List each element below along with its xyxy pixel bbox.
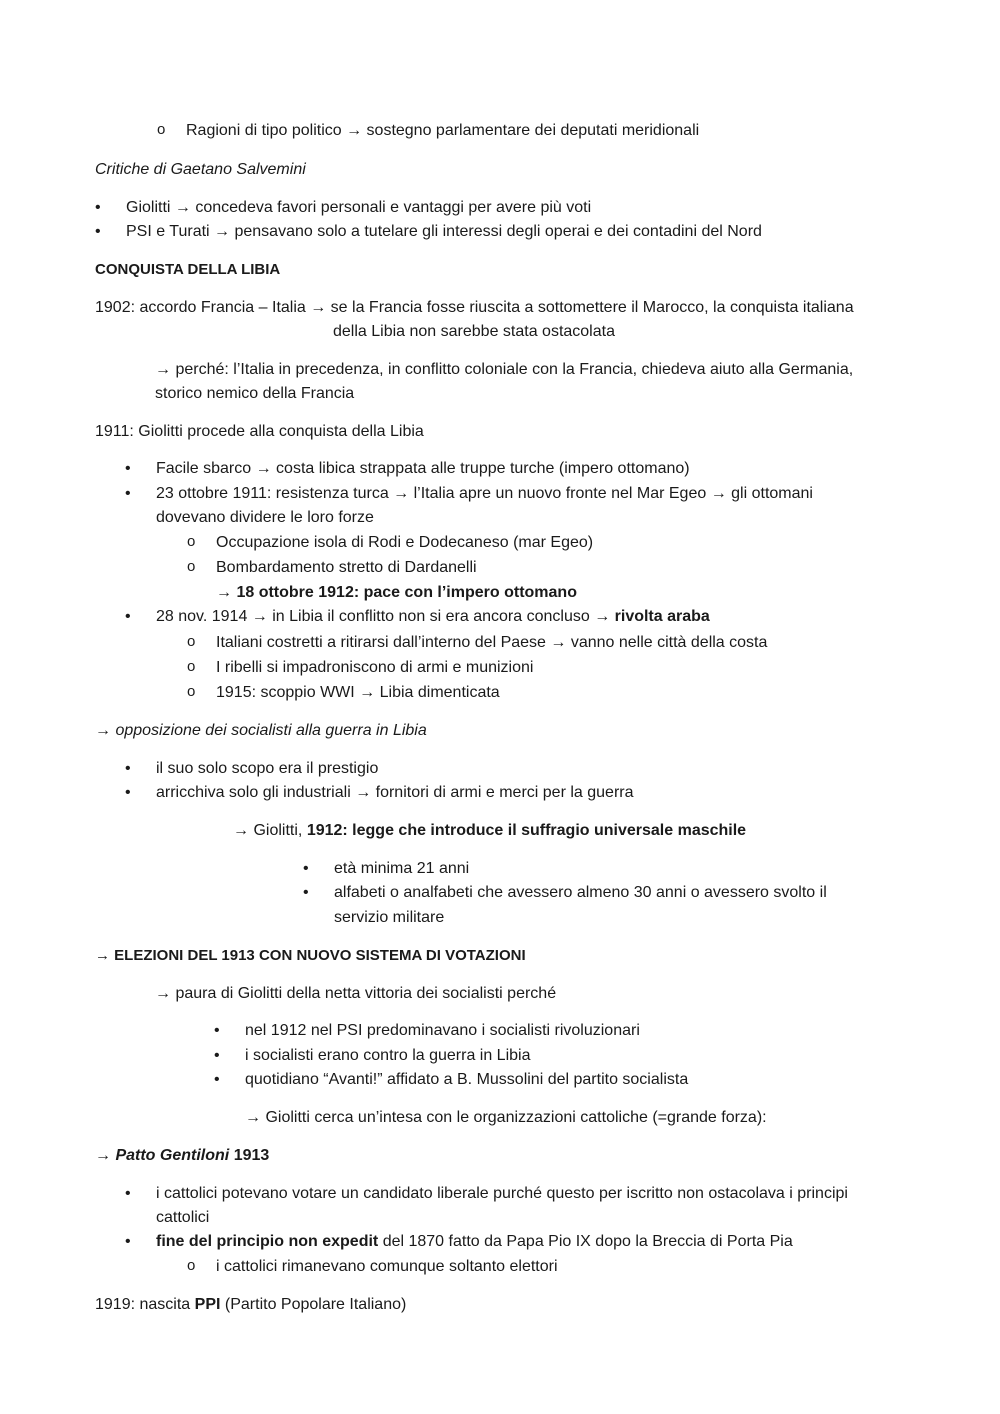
text-line: quotidiano “Avanti!” affidato a B. Mussolini del partito socialista — [245, 1071, 689, 1088]
plain-text: 28 nov. 1914 → in Libia il conflitto non si era ancora concluso → — [156, 608, 611, 625]
sub-bullet: o — [187, 558, 196, 575]
text-line: Giolitti → concedeva favori personali e vantaggi per avere più voti — [126, 199, 592, 216]
text-line: 1902: accordo Francia – Italia → se la Francia fosse riuscita a sottomettere il Marocco, la conquista italiana — [95, 299, 854, 316]
bullet: • — [125, 460, 131, 477]
bold-text: 1913 — [233, 1147, 270, 1164]
bullet: • — [125, 608, 131, 625]
text-line: arricchiva solo gli industriali → fornitori di armi e merci per la guerra — [156, 784, 634, 801]
text-line: → Giolitti cerca un’intesa con le organizzazioni cattoliche (=grande forza): — [245, 1109, 767, 1126]
text-line: dovevano dividere le loro forze — [156, 509, 374, 526]
sub-bullet: o — [187, 683, 196, 700]
plain-text: 1919: nascita — [95, 1296, 191, 1313]
text-line: I ribelli si impadroniscono di armi e munizioni — [216, 659, 534, 676]
text-line: Bombardamento stretto di Dardanelli — [216, 559, 477, 576]
bold-text: rivolta araba — [614, 608, 710, 625]
text-line: della Libia non sarebbe stata ostacolata — [333, 323, 615, 340]
text-line — [156, 1232, 793, 1252]
bullet: • — [125, 1185, 131, 1202]
arrow-glyph: → — [216, 584, 232, 601]
sub-bullet: o — [157, 121, 166, 138]
text-line: → paura di Giolitti della netta vittoria dei socialisti perché — [155, 985, 557, 1002]
bullet: • — [214, 1022, 220, 1039]
text-line: Ragioni di tipo politico → sostegno parlamentare dei deputati meridionali — [186, 122, 700, 139]
text-line: storico nemico della Francia — [155, 385, 355, 402]
bullet: • — [95, 223, 101, 240]
section-heading — [95, 1146, 269, 1166]
plain-text: del 1870 fatto da Papa Pio IX dopo la Breccia di Porta Pia — [382, 1233, 793, 1250]
sub-bullet: o — [187, 633, 196, 650]
bold-text: ELEZIONI DEL 1913 CON NUOVO SISTEMA DI VOTAZIONI — [114, 947, 526, 964]
arrow-glyph: → — [95, 1147, 111, 1164]
bold-text: 1912: legge che introduce il suffragio universale maschile — [306, 822, 747, 839]
bullet: • — [303, 884, 309, 901]
text-line: → perché: l’Italia in precedenza, in conflitto coloniale con la Francia, chiedeva aiuto alla Germania, — [155, 361, 854, 378]
sub-bullet: o — [187, 1257, 196, 1274]
text-line: i socialisti erano contro la guerra in Libia — [245, 1047, 531, 1064]
bullet: • — [125, 1233, 131, 1250]
section-subheading: Critiche di Gaetano Salvemini — [95, 161, 306, 178]
italic-text: opposizione dei socialisti alla guerra in Libia — [115, 722, 427, 739]
arrow-glyph: → — [95, 722, 111, 739]
text-line: Occupazione isola di Rodi e Dodecaneso (mar Egeo) — [216, 534, 594, 551]
text-line: nel 1912 nel PSI predominavano i socialisti rivoluzionari — [245, 1022, 640, 1039]
text-line — [95, 721, 427, 741]
bold-text: 18 ottobre 1912: pace con l’impero ottomano — [236, 584, 577, 601]
bold-text: PPI — [194, 1296, 221, 1313]
text-line — [95, 1295, 406, 1315]
text-line: i cattolici rimanevano comunque soltanto elettori — [216, 1258, 558, 1275]
text-line: PSI e Turati → pensavano solo a tutelare gli interessi degli operai e dei contadini del Nord — [126, 223, 762, 240]
arrow-glyph: → — [95, 947, 110, 964]
text-line: 1915: scoppio WWI → Libia dimenticata — [216, 684, 500, 701]
plain-text: Giolitti, — [253, 822, 303, 839]
sub-bullet: o — [187, 658, 196, 675]
bold-italic-text: Patto Gentiloni — [115, 1147, 230, 1164]
text-line: servizio militare — [334, 909, 445, 926]
arrow-glyph: → — [233, 822, 249, 839]
text-line: i cattolici potevano votare un candidato liberale purché questo per iscritto non ostacolava i principi — [156, 1185, 848, 1202]
bullet: • — [125, 485, 131, 502]
section-heading: CONQUISTA DELLA LIBIA — [95, 261, 281, 278]
bullet: • — [95, 199, 101, 216]
bullet: • — [303, 860, 309, 877]
text-line: il suo solo scopo era il prestigio — [156, 760, 379, 777]
text-line: 23 ottobre 1911: resistenza turca → l’Italia apre un nuovo fronte nel Mar Egeo → gli ottomani — [156, 485, 813, 502]
text-line — [156, 607, 710, 627]
text-line: cattolici — [156, 1209, 210, 1226]
bullet: • — [125, 760, 131, 777]
text-line — [233, 821, 746, 841]
text-line — [216, 583, 577, 603]
text-line: età minima 21 anni — [334, 860, 470, 877]
section-heading — [95, 946, 526, 966]
plain-text: (Partito Popolare Italiano) — [224, 1296, 407, 1313]
bullet: • — [125, 784, 131, 801]
text-line: 1911: Giolitti procede alla conquista della Libia — [95, 423, 424, 440]
text-line: alfabeti o analfabeti che avessero almeno 30 anni o avessero svolto il — [334, 884, 827, 901]
text-line: Italiani costretti a ritirarsi dall’interno del Paese → vanno nelle città della costa — [216, 634, 768, 651]
bold-text: fine del principio non expedit — [156, 1233, 379, 1250]
bullet: • — [214, 1071, 220, 1088]
text-line: Facile sbarco → costa libica strappata alle truppe turche (impero ottomano) — [156, 460, 690, 477]
sub-bullet: o — [187, 533, 196, 550]
bullet: • — [214, 1047, 220, 1064]
